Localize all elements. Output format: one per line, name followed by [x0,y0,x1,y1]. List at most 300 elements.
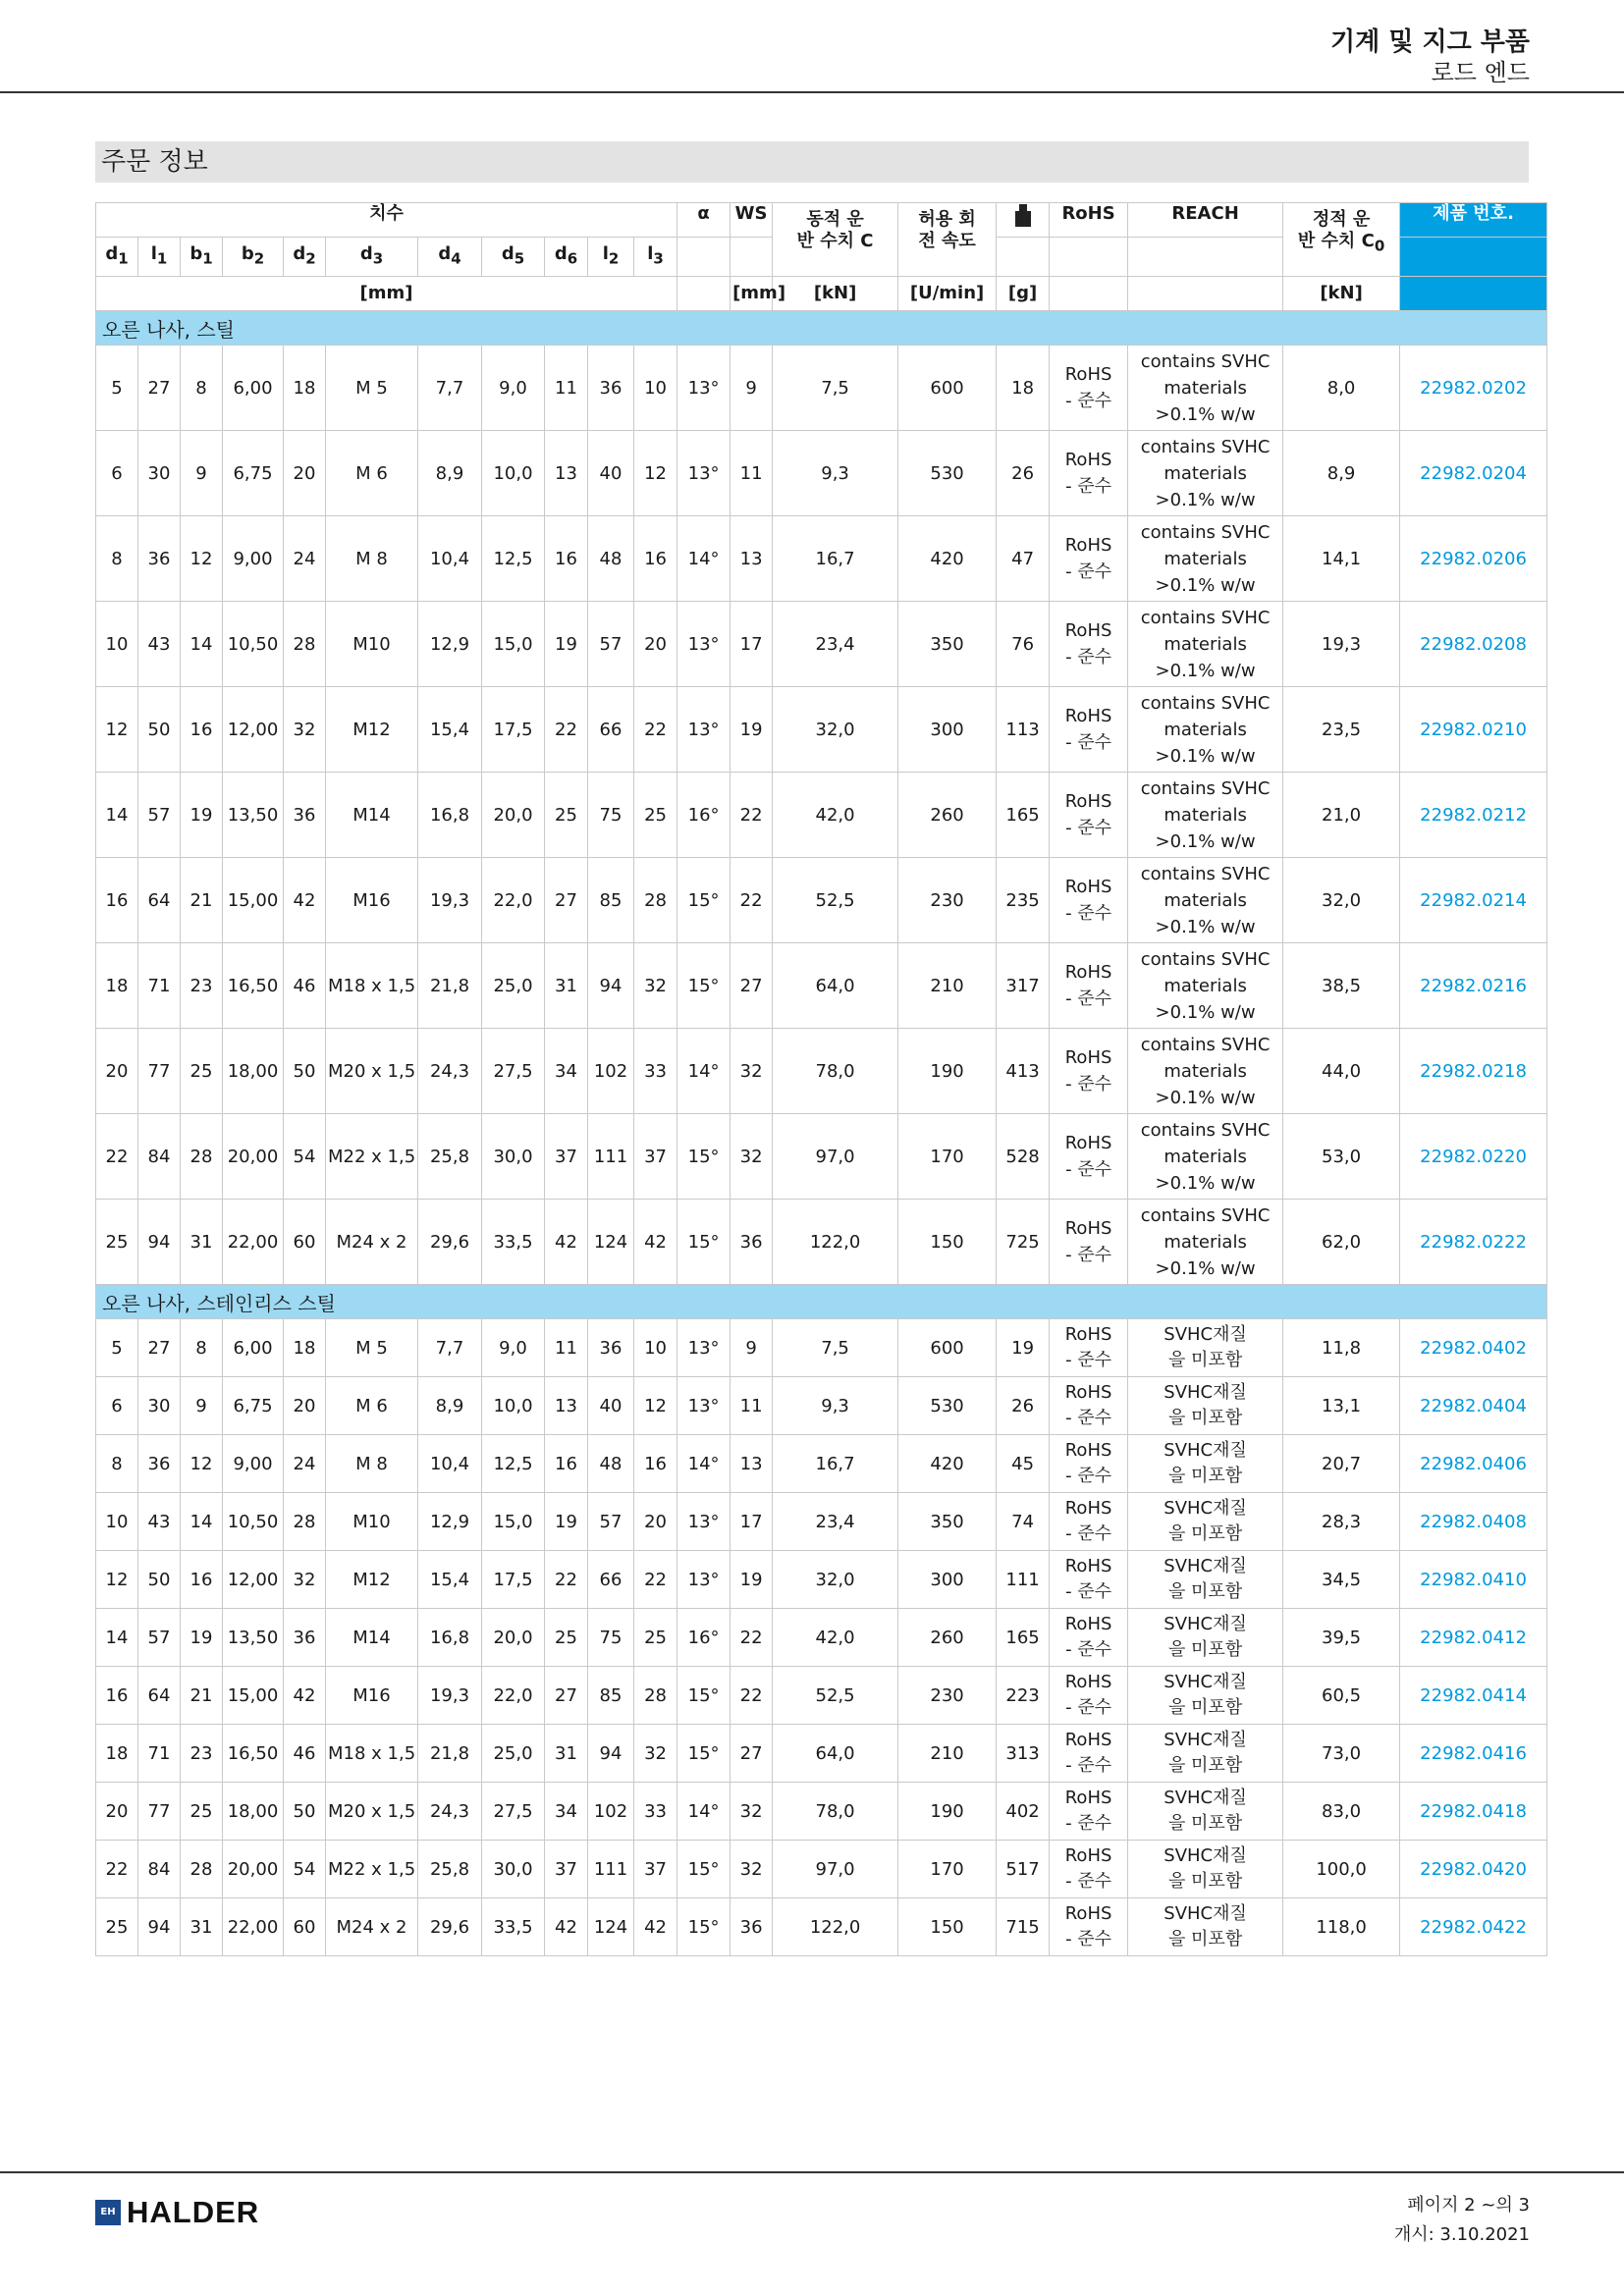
category-row [96,311,1547,346]
table-cell: 17 [731,602,773,687]
product-number[interactable]: 22982.0402 [1400,1319,1547,1377]
table-cell: 23,4 [773,1493,898,1551]
table-cell: 15,0 [482,602,545,687]
halder-logo [95,2197,259,2228]
table-cell: 32 [731,1841,773,1898]
table-cell: 16 [181,687,223,773]
page-number: 페이지 2 ~의 3 [1407,2195,1530,2216]
table-cell: 16 [545,516,588,602]
static-load-cell: 13,1 [1283,1377,1400,1435]
table-cell: 170 [898,1114,997,1200]
product-number[interactable]: 22982.0212 [1400,773,1547,858]
product-number[interactable]: 22982.0214 [1400,858,1547,943]
table-cell: 71 [138,943,181,1029]
table-cell: M18 x 1,5 [326,943,418,1029]
table-cell: 27 [731,943,773,1029]
table-cell: 16° [677,773,731,858]
table-cell: 10 [634,346,677,431]
table-cell: 16 [545,1435,588,1493]
table-cell: 25 [634,1609,677,1667]
table-cell: 24 [284,516,326,602]
table-cell: 111 [588,1114,634,1200]
table-cell: 76 [997,602,1050,687]
product-number[interactable]: 22982.0204 [1400,431,1547,516]
table-cell: 530 [898,431,997,516]
table-cell: 10,50 [223,602,284,687]
table-cell: 32 [284,687,326,773]
col-d4: $d_4$ [418,238,482,277]
table-cell: 102 [588,1029,634,1114]
reach-cell: SVHC재질 을 미포함 [1128,1609,1283,1667]
table-cell: 350 [898,1493,997,1551]
rohs-cell: RoHS - 준수 [1050,1493,1128,1551]
reach-cell: contains SVHC materials >0.1% w/w [1128,602,1283,687]
table-cell: 19 [997,1319,1050,1377]
col-b2: $b_2$ [223,238,284,277]
rohs-cell: RoHS - 준수 [1050,1667,1128,1725]
table-cell: 64,0 [773,943,898,1029]
reach-cell: SVHC재질 을 미포함 [1128,1435,1283,1493]
table-cell: 122,0 [773,1898,898,1956]
logo-text: HALDER [127,2195,260,2229]
rohs-cell: RoHS - 준수 [1050,858,1128,943]
table-cell: 22 [731,858,773,943]
reach-cell: contains SVHC materials >0.1% w/w [1128,431,1283,516]
static-load-cell: 11,8 [1283,1319,1400,1377]
table-cell: 9 [181,1377,223,1435]
rohs-cell: RoHS - 준수 [1050,1200,1128,1285]
table-cell: 15,4 [418,687,482,773]
table-cell: 97,0 [773,1841,898,1898]
table-cell: 21 [181,858,223,943]
reach-cell: contains SVHC materials >0.1% w/w [1128,687,1283,773]
rohs-cell: RoHS - 준수 [1050,1725,1128,1783]
table-cell: 725 [997,1200,1050,1285]
table-cell: 22 [545,1551,588,1609]
table-cell: 32 [731,1029,773,1114]
table-row [96,1898,1547,1956]
table-cell: 12,00 [223,687,284,773]
table-cell: 25,0 [482,943,545,1029]
table-row [96,602,1547,687]
table-cell: 12 [634,431,677,516]
table-cell: 16,8 [418,773,482,858]
product-number[interactable]: 22982.0404 [1400,1377,1547,1435]
table-cell: 46 [284,1725,326,1783]
table-cell: 8 [181,1319,223,1377]
table-cell: 24,3 [418,1029,482,1114]
table-cell: M14 [326,1609,418,1667]
table-cell: 16 [96,1667,138,1725]
table-cell: 31 [181,1200,223,1285]
document-title: 기계 및 지그 부품 [1330,27,1530,57]
rohs-cell: RoHS - 준수 [1050,1114,1128,1200]
table-cell: M14 [326,773,418,858]
table-cell: 28 [634,858,677,943]
table-cell: 350 [898,602,997,687]
product-number[interactable]: 22982.0410 [1400,1551,1547,1609]
table-cell: M20 x 1,5 [326,1783,418,1841]
rohs-cell: RoHS - 준수 [1050,1377,1128,1435]
table-cell: 18 [96,943,138,1029]
product-number[interactable]: 22982.0406 [1400,1435,1547,1493]
col-speed: 허용 회 전 속도 [898,203,997,277]
publish-date: 개시: 3.10.2021 [1393,2224,1530,2245]
table-cell: 111 [997,1551,1050,1609]
table-cell: 26 [997,1377,1050,1435]
table-cell: 22 [731,1609,773,1667]
table-cell: 77 [138,1783,181,1841]
static-load-cell: 60,5 [1283,1667,1400,1725]
static-load-unit: [kN] [1283,277,1400,311]
reach-cell: contains SVHC materials >0.1% w/w [1128,943,1283,1029]
table-cell: 32 [284,1551,326,1609]
table-cell: 7,7 [418,1319,482,1377]
table-cell: 6 [96,1377,138,1435]
table-cell: 9 [731,346,773,431]
table-cell: 84 [138,1841,181,1898]
table-cell: 15° [677,858,731,943]
product-number[interactable]: 22982.0412 [1400,1609,1547,1667]
table-cell: 170 [898,1841,997,1898]
product-number[interactable]: 22982.0206 [1400,516,1547,602]
table-cell: 17 [731,1493,773,1551]
table-cell: 12 [181,516,223,602]
table-cell: 530 [898,1377,997,1435]
table-cell: 32 [731,1114,773,1200]
table-cell: 6,75 [223,1377,284,1435]
table-cell: 94 [138,1898,181,1956]
table-cell: 18,00 [223,1783,284,1841]
table-cell: 36 [588,1319,634,1377]
table-cell: 9,3 [773,431,898,516]
product-number[interactable]: 22982.0218 [1400,1029,1547,1114]
rohs-cell: RoHS - 준수 [1050,1319,1128,1377]
static-load-cell: 8,9 [1283,431,1400,516]
table-cell: 78,0 [773,1783,898,1841]
table-cell: M 5 [326,346,418,431]
static-load-cell: 39,5 [1283,1609,1400,1667]
table-cell: 19 [545,1493,588,1551]
table-cell: 13 [545,1377,588,1435]
reach-cell: contains SVHC materials >0.1% w/w [1128,1029,1283,1114]
table-cell: 20 [284,431,326,516]
table-cell: 13° [677,687,731,773]
table-cell: 17,5 [482,1551,545,1609]
reach-cell: SVHC재질 을 미포함 [1128,1783,1283,1841]
rohs-cell: RoHS - 준수 [1050,773,1128,858]
product-number[interactable]: 22982.0202 [1400,346,1547,431]
table-cell: 85 [588,858,634,943]
table-cell: 20,0 [482,773,545,858]
table-cell: 9,3 [773,1377,898,1435]
table-cell: 78,0 [773,1029,898,1114]
reach-cell: SVHC재질 을 미포함 [1128,1725,1283,1783]
dims-unit: [mm] [96,277,677,311]
table-cell: 16 [634,1435,677,1493]
table-cell: 15° [677,1841,731,1898]
table-cell: 300 [898,1551,997,1609]
table-cell: 19,3 [418,1667,482,1725]
table-cell: 17,5 [482,687,545,773]
table-cell: 42 [545,1200,588,1285]
table-cell: 31 [545,943,588,1029]
table-cell: 50 [284,1029,326,1114]
table-cell: 18 [96,1725,138,1783]
table-cell: 27,5 [482,1783,545,1841]
static-load-cell: 8,0 [1283,346,1400,431]
table-cell: 25 [545,1609,588,1667]
reach-cell: contains SVHC materials >0.1% w/w [1128,516,1283,602]
reach-cell: SVHC재질 을 미포함 [1128,1551,1283,1609]
reach-cell: contains SVHC materials >0.1% w/w [1128,1114,1283,1200]
table-cell: 15,4 [418,1551,482,1609]
table-cell: 317 [997,943,1050,1029]
table-cell: M16 [326,858,418,943]
table-cell: 165 [997,1609,1050,1667]
table-cell: 13 [731,1435,773,1493]
table-cell: 52,5 [773,1667,898,1725]
static-load-cell: 14,1 [1283,516,1400,602]
table-cell: 50 [138,687,181,773]
table-cell: 15,00 [223,858,284,943]
table-cell: 22 [96,1114,138,1200]
table-cell: 28 [634,1667,677,1725]
table-cell: 14° [677,1029,731,1114]
table-cell: 94 [588,1725,634,1783]
table-row [96,1725,1547,1783]
table-cell: 16,7 [773,1435,898,1493]
table-cell: 122,0 [773,1200,898,1285]
col-l2: $l_2$ [588,238,634,277]
table-cell: 23,4 [773,602,898,687]
table-cell: M 5 [326,1319,418,1377]
table-cell: 124 [588,1200,634,1285]
table-cell: 94 [138,1200,181,1285]
table-cell: 36 [138,516,181,602]
table-cell: 25,8 [418,1114,482,1200]
table-row [96,431,1547,516]
table-cell: 57 [588,602,634,687]
table-cell: 25,0 [482,1725,545,1783]
table-cell: 30,0 [482,1841,545,1898]
reach-cell: contains SVHC materials >0.1% w/w [1128,346,1283,431]
table-cell: 16,50 [223,1725,284,1783]
table-cell: 10,50 [223,1493,284,1551]
table-cell: 20 [96,1783,138,1841]
table-cell: 13° [677,1493,731,1551]
table-cell: 45 [997,1435,1050,1493]
header-divider [0,91,1624,93]
table-cell: 33 [634,1783,677,1841]
table-cell: 25 [96,1898,138,1956]
product-number[interactable]: 22982.0216 [1400,943,1547,1029]
static-load-cell: 83,0 [1283,1783,1400,1841]
table-cell: 30 [138,1377,181,1435]
reach-cell: SVHC재질 을 미포함 [1128,1667,1283,1725]
table-cell: 23 [181,1725,223,1783]
table-cell: 64 [138,1667,181,1725]
reach-cell: contains SVHC materials >0.1% w/w [1128,1200,1283,1285]
reach-cell: SVHC재질 을 미포함 [1128,1898,1283,1956]
table-cell: 124 [588,1898,634,1956]
table-cell: 9 [731,1319,773,1377]
table-cell: 25 [96,1200,138,1285]
col-l1: $l_1$ [138,238,181,277]
table-cell: 34 [545,1783,588,1841]
table-cell: 64 [138,858,181,943]
product-number[interactable]: 22982.0420 [1400,1841,1547,1898]
table-cell: 37 [634,1841,677,1898]
static-load-cell: 73,0 [1283,1725,1400,1783]
col-b1: $b_1$ [181,238,223,277]
table-cell: 37 [634,1114,677,1200]
table-cell: 60 [284,1898,326,1956]
table-cell: 12,00 [223,1551,284,1609]
table-cell: 36 [284,773,326,858]
product-number[interactable]: 22982.0414 [1400,1667,1547,1725]
table-cell: 21 [181,1667,223,1725]
table-cell: 14° [677,1783,731,1841]
table-cell: 14 [181,1493,223,1551]
rohs-cell: RoHS - 준수 [1050,602,1128,687]
table-cell: 150 [898,1200,997,1285]
table-cell: 33,5 [482,1200,545,1285]
table-cell: 210 [898,1725,997,1783]
table-row [96,1114,1547,1200]
product-number[interactable]: 22982.0222 [1400,1200,1547,1285]
table-cell: 13 [731,516,773,602]
table-cell: 14 [181,602,223,687]
product-number[interactable]: 22982.0422 [1400,1898,1547,1956]
table-cell: 54 [284,1114,326,1200]
table-cell: 18 [284,1319,326,1377]
table-cell: 15° [677,1667,731,1725]
table-row [96,858,1547,943]
table-cell: 42,0 [773,773,898,858]
table-cell: 16,8 [418,1609,482,1667]
table-cell: 32 [634,1725,677,1783]
table-cell: 20 [634,1493,677,1551]
table-cell: 22 [731,1667,773,1725]
table-cell: 10 [96,602,138,687]
static-load-cell: 28,3 [1283,1493,1400,1551]
table-cell: 420 [898,1435,997,1493]
col-ws: WS [731,203,773,238]
table-cell: 32,0 [773,687,898,773]
table-cell: 27 [731,1725,773,1783]
col-weight [997,203,1050,238]
table-cell: 19 [731,1551,773,1609]
table-cell: 75 [588,1609,634,1667]
col-static-load: 정적 운 반 수치 $C_0$ [1283,203,1400,277]
table-cell: 21,8 [418,1725,482,1783]
table-cell: 12,5 [482,516,545,602]
table-cell: 223 [997,1667,1050,1725]
table-cell: 32 [731,1783,773,1841]
table-cell: 13° [677,1551,731,1609]
section-title: 주문 정보 [95,141,1529,183]
table-cell: 22 [634,687,677,773]
product-number[interactable]: 22982.0408 [1400,1493,1547,1551]
table-row [96,1783,1547,1841]
table-cell: 9,00 [223,516,284,602]
static-load-cell: 32,0 [1283,858,1400,943]
table-cell: 24 [284,1435,326,1493]
table-cell: 28 [181,1841,223,1898]
table-cell: 32 [634,943,677,1029]
table-row [96,1319,1547,1377]
table-cell: 19 [181,773,223,858]
table-cell: 15° [677,1200,731,1285]
table-cell: 10,4 [418,516,482,602]
product-number[interactable]: 22982.0210 [1400,687,1547,773]
table-cell: 6,00 [223,1319,284,1377]
table-cell: 26 [997,431,1050,516]
table-cell: 13,50 [223,773,284,858]
table-cell: 57 [138,1609,181,1667]
table-cell: 8 [96,1435,138,1493]
table-cell: 36 [731,1200,773,1285]
table-cell: 22 [96,1841,138,1898]
table-cell: 15,0 [482,1493,545,1551]
product-number[interactable]: 22982.0220 [1400,1114,1547,1200]
table-cell: M22 x 1,5 [326,1114,418,1200]
table-row [96,346,1547,431]
table-row [96,1841,1547,1898]
table-cell: 12 [96,687,138,773]
table-cell: 8,9 [418,1377,482,1435]
table-cell: 47 [997,516,1050,602]
col-l3: $l_3$ [634,238,677,277]
table-cell: 600 [898,346,997,431]
table-cell: 102 [588,1783,634,1841]
table-cell: 600 [898,1319,997,1377]
table-cell: 18,00 [223,1029,284,1114]
table-cell: 71 [138,1725,181,1783]
product-number[interactable]: 22982.0208 [1400,602,1547,687]
table-cell: M 6 [326,1377,418,1435]
product-number[interactable]: 22982.0416 [1400,1725,1547,1783]
table-cell: 74 [997,1493,1050,1551]
table-cell: 42 [284,1667,326,1725]
table-cell: 12,5 [482,1435,545,1493]
table-cell: 31 [545,1725,588,1783]
table-cell: 32,0 [773,1551,898,1609]
table-cell: M10 [326,602,418,687]
table-cell: 27 [545,1667,588,1725]
static-load-cell: 19,3 [1283,602,1400,687]
table-cell: 54 [284,1841,326,1898]
dynamic-load-unit: [kN] [773,277,898,311]
table-cell: 77 [138,1029,181,1114]
table-cell: 23 [181,943,223,1029]
table-cell: 37 [545,1841,588,1898]
table-cell: 52,5 [773,858,898,943]
table-cell: 7,7 [418,346,482,431]
table-cell: 16° [677,1609,731,1667]
rohs-cell: RoHS - 준수 [1050,1551,1128,1609]
table-cell: 60 [284,1200,326,1285]
table-cell: 27 [138,1319,181,1377]
table-cell: 5 [96,1319,138,1377]
table-cell: 16 [181,1551,223,1609]
table-cell: 22 [545,687,588,773]
table-cell: 8 [96,516,138,602]
product-number[interactable]: 22982.0418 [1400,1783,1547,1841]
static-load-cell: 38,5 [1283,943,1400,1029]
table-cell: 10 [634,1319,677,1377]
